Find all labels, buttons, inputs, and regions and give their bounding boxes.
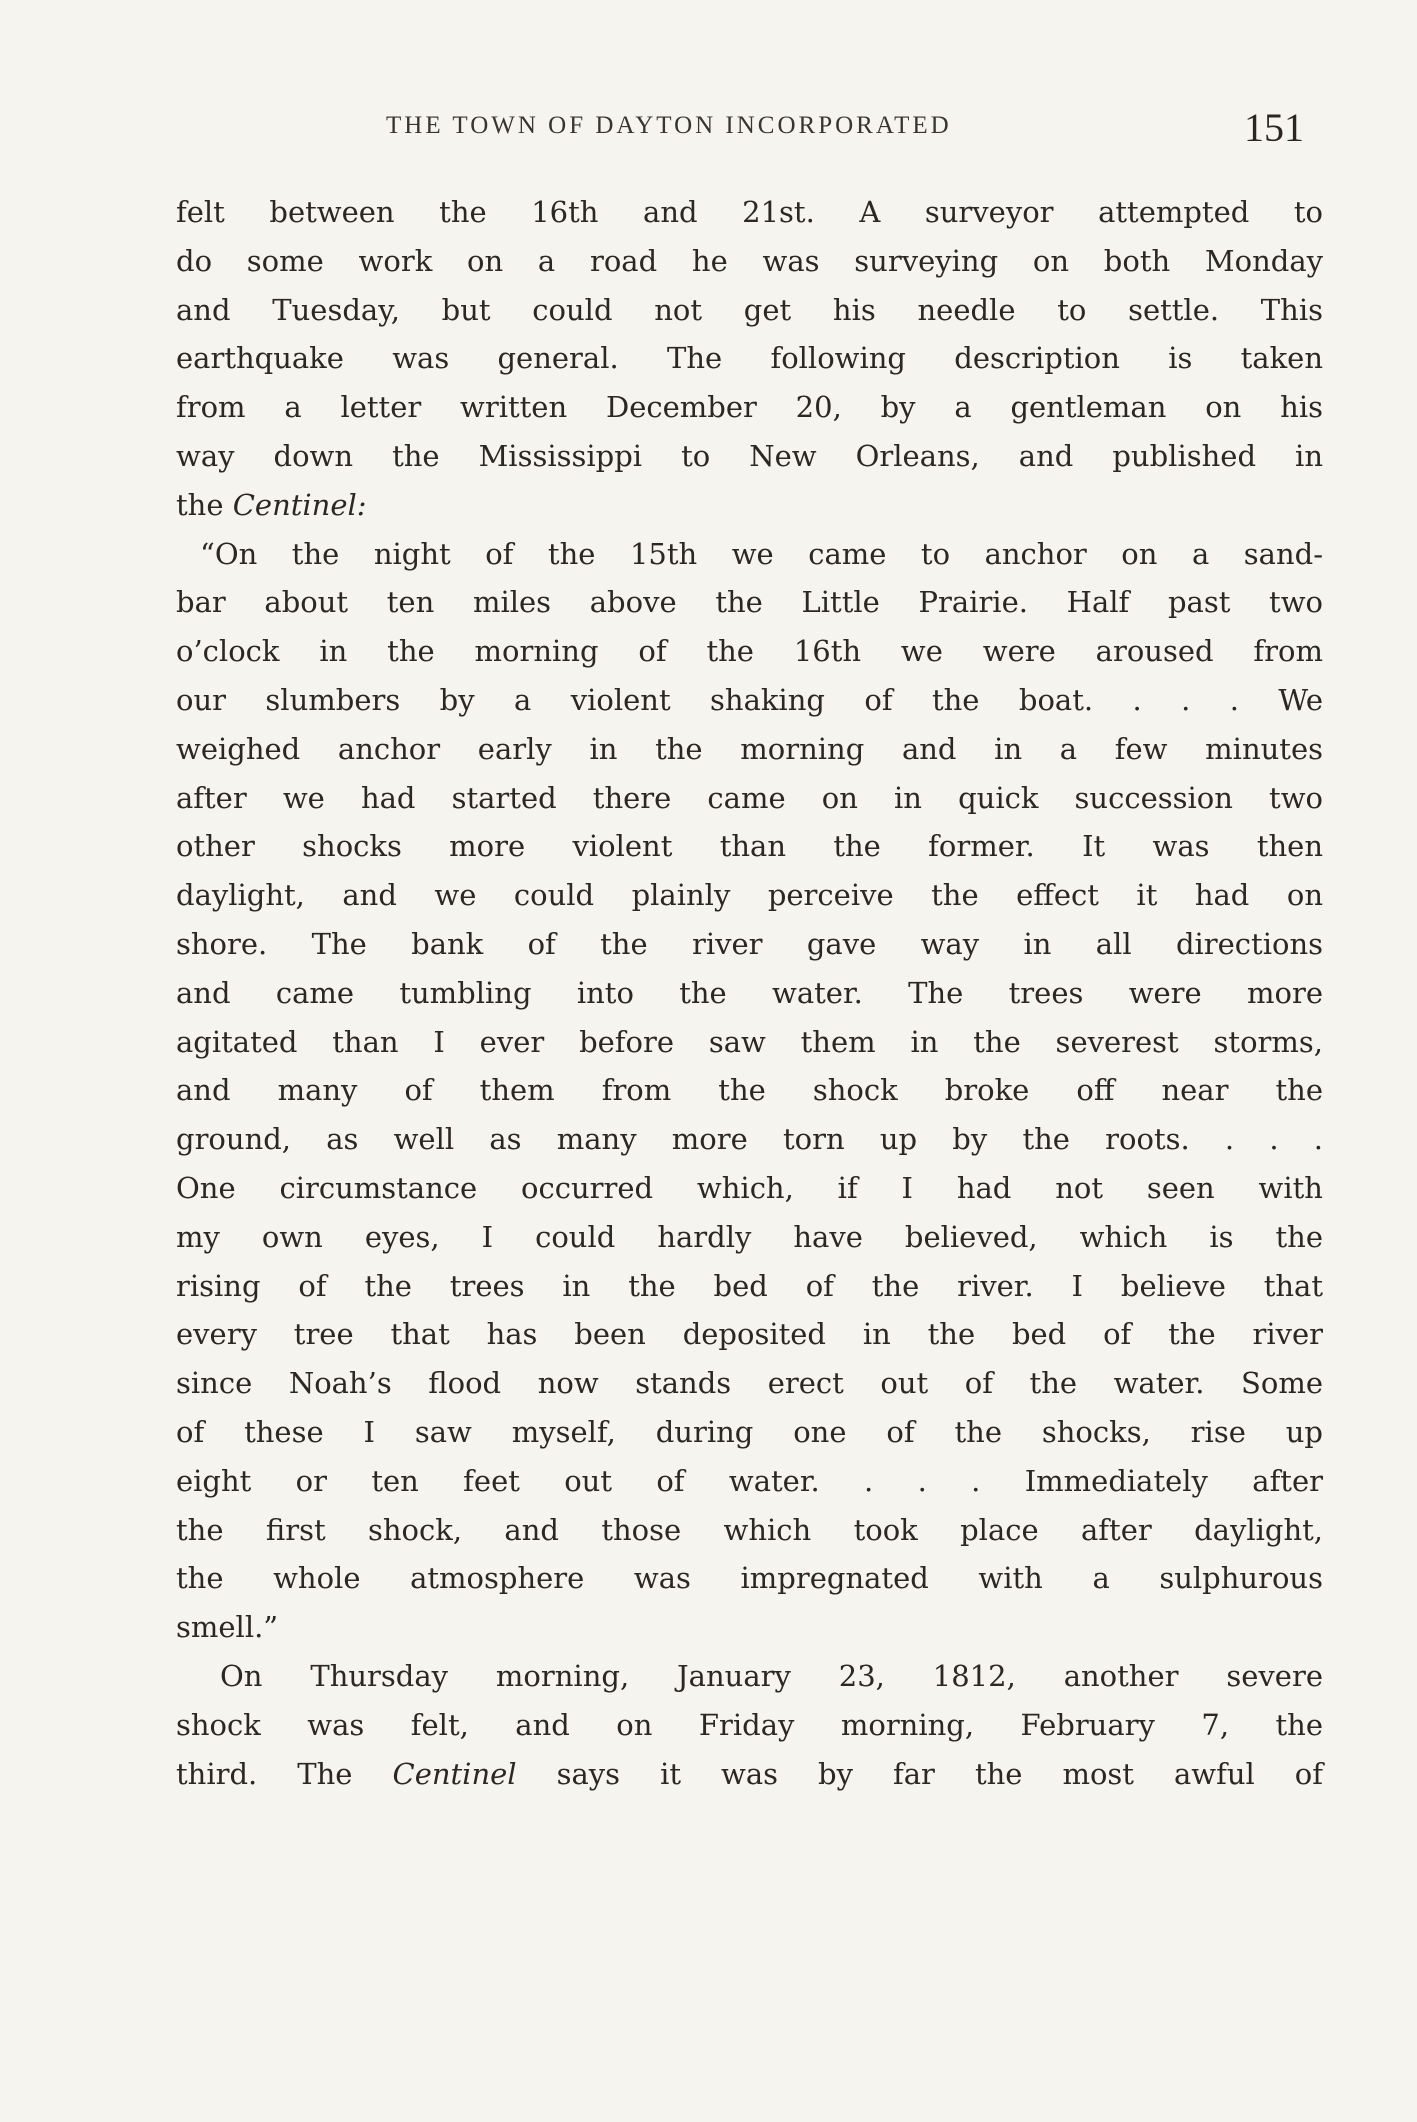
text-line: shock was felt, and on Friday morning, February 7, the: [176, 1707, 1323, 1742]
text-line: eight or ten feet out of water. . . . Immediately after: [176, 1463, 1323, 1498]
text-line: from a letter written December 20, by a gentleman on his: [176, 390, 1323, 425]
text-line: [176, 481, 1323, 530]
text-line: every tree that has been deposited in the bed of the river: [176, 1317, 1323, 1352]
text-line: On Thursday morning, January 23, 1812, another severe: [220, 1658, 1323, 1693]
text-line: and many of them from the shock broke off near the: [176, 1073, 1323, 1108]
text-line: [176, 1750, 1323, 1799]
text-line: One circumstance occurred which, if I had not seen with: [176, 1170, 1323, 1205]
text-line: smell.”: [176, 1610, 279, 1645]
text-line: bar about ten miles above the Little Prairie. Half past two: [176, 585, 1323, 620]
text-line: the first shock, and those which took place after daylight,: [176, 1512, 1323, 1547]
newspaper-title: Centinel: [392, 1756, 517, 1791]
running-head: THE TOWN OF DAYTON INCORPORATED: [386, 112, 952, 139]
text-line: and Tuesday, but could not get his needle to settle. This: [176, 292, 1323, 327]
text-line: and came tumbling into the water. The trees were more: [176, 975, 1323, 1010]
text-fragment: the: [176, 487, 224, 522]
text-line: daylight, and we could plainly perceive the effect it had on: [176, 878, 1323, 913]
text-line: the whole atmosphere was impregnated with a sulphurous: [176, 1561, 1323, 1596]
text-line: o’clock in the morning of the 16th we were aroused from: [176, 634, 1323, 669]
text-line: way down the Mississippi to New Orleans, and published in: [176, 438, 1323, 473]
text-line: weighed anchor early in the morning and in a few minutes: [176, 731, 1323, 766]
text-line: “On the night of the 15th we came to anchor on a sand-: [200, 536, 1323, 571]
text-line: agitated than I ever before saw them in the severest storms,: [176, 1024, 1323, 1059]
text-line: after we had started there came on in quick succession two: [176, 780, 1323, 815]
text-line: my own eyes, I could hardly have believed, which is the: [176, 1219, 1323, 1254]
text-line: rising of the trees in the bed of the river. I believe that: [176, 1268, 1323, 1303]
text-line: felt between the 16th and 21st. A surveyor attempted to: [176, 195, 1323, 229]
newspaper-title: Centinel:: [232, 487, 367, 522]
text-fragment: third. The: [176, 1756, 353, 1791]
text-line: ground, as well as many more torn up by the roots. . . .: [176, 1122, 1323, 1157]
text-line: of these I saw myself, during one of the shocks, rise up: [176, 1414, 1323, 1449]
page-number: 151: [1244, 105, 1304, 150]
text-line: our slumbers by a violent shaking of the boat. . . . We: [176, 682, 1323, 717]
text-fragment: says it was by far the most awful of: [556, 1756, 1324, 1791]
text-line: earthquake was general. The following description is taken: [176, 341, 1323, 376]
body-text: [176, 188, 1323, 1798]
text-line: other shocks more violent than the former. It was then: [176, 829, 1323, 864]
text-line: do some work on a road he was surveying on both Monday: [176, 243, 1323, 278]
text-line: since Noah’s flood now stands erect out of the water. Some: [176, 1366, 1323, 1401]
text-line: shore. The bank of the river gave way in all directions: [176, 926, 1323, 961]
